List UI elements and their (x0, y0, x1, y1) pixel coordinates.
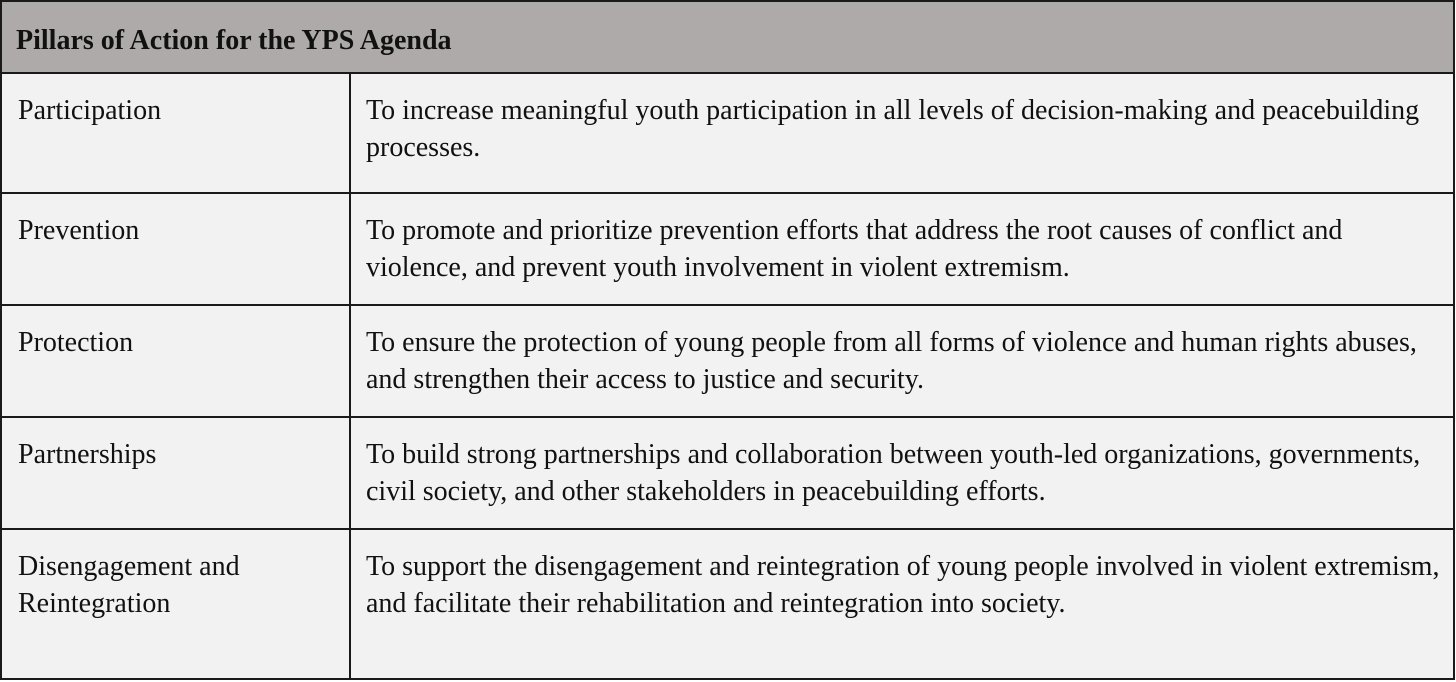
pillar-name: Disengagement and Reintegration (18, 551, 240, 619)
pillar-description: To ensure the protection of young people from all forms of violence and human rights abuses, and strengthen their access to justice and security. (366, 327, 1417, 395)
pillar-description: To promote and prioritize prevention efforts that address the root causes of conflict and violence, and prevent youth involvement in violent extremism. (366, 215, 1343, 283)
pillar-name: Prevention (18, 215, 140, 246)
table-title: Pillars of Action for the YPS Agenda (16, 25, 452, 56)
pillar-description: To support the disengagement and reintegration of young people involved in violent extremism, and facilitate their rehabilitation and reintegration into society. (366, 551, 1440, 619)
pillar-description: To build strong partnerships and collaboration between youth-led organizations, governments, civil society, and other stakeholders in peacebuilding efforts. (366, 439, 1421, 507)
table-row (2, 530, 1453, 680)
pillar-name: Protection (18, 327, 134, 358)
column-divider (349, 74, 351, 680)
table-row (2, 418, 1453, 530)
pillar-name: Partnerships (18, 439, 157, 470)
table-header (2, 2, 1453, 74)
pillar-name: Participation (18, 95, 162, 126)
table-row (2, 194, 1453, 306)
table-row (2, 306, 1453, 418)
table-row (2, 74, 1453, 194)
pillar-description: To increase meaningful youth participation in all levels of decision-making and peacebuilding processes. (366, 95, 1420, 163)
